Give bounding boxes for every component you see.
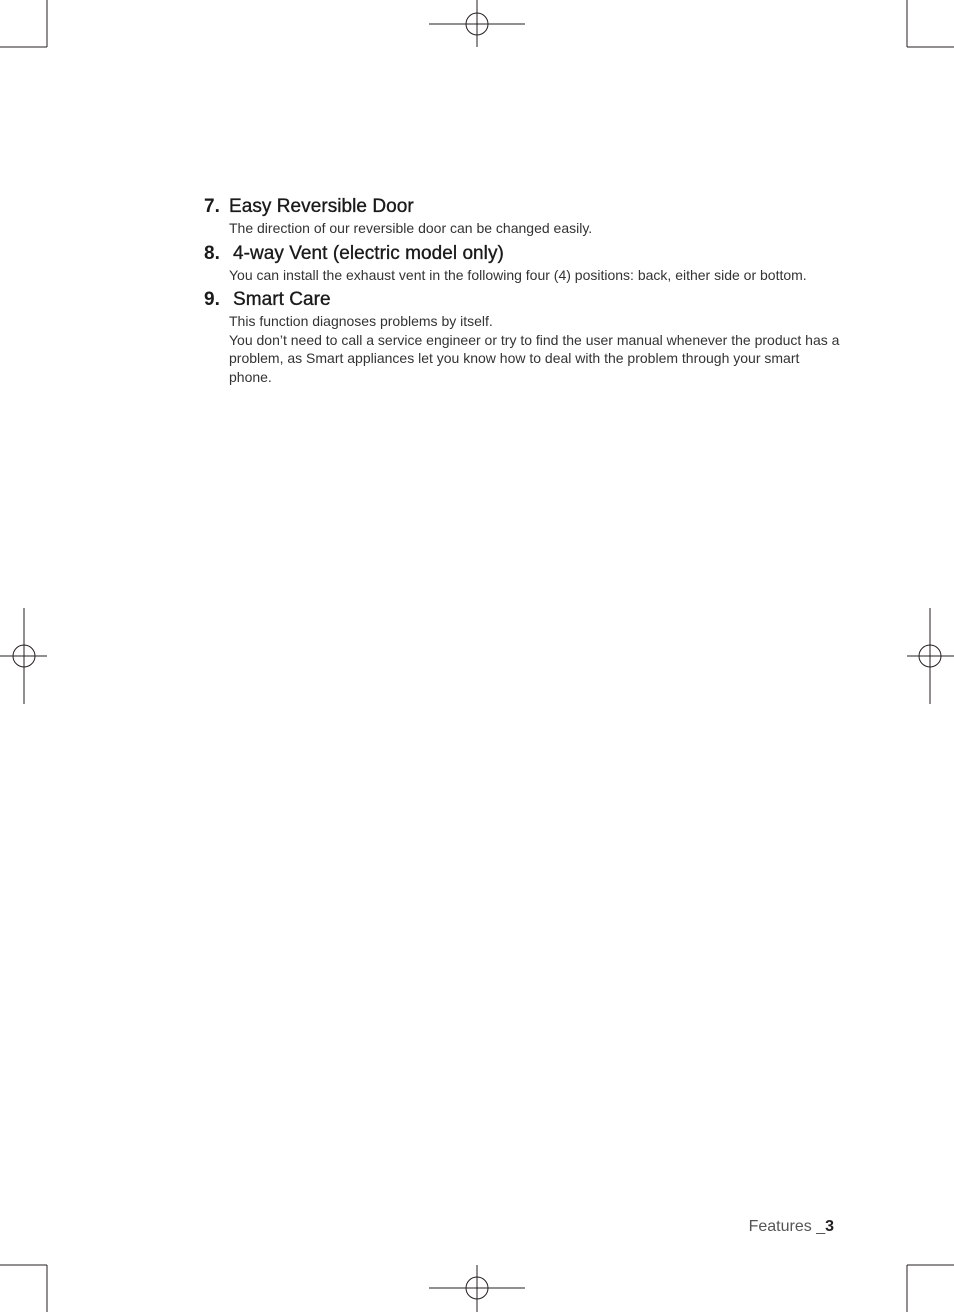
registration-mark-right xyxy=(907,608,954,704)
crop-mark-top-left xyxy=(0,0,47,47)
section-paragraph: You don’t need to call a service engineer or try to find the user manual whenever the product has a problem, as Smart appliances let you know how to deal with the problem through your smart phone. xyxy=(229,331,840,385)
section-number: 7. xyxy=(204,196,220,217)
crop-mark-bottom-right xyxy=(907,1265,954,1312)
section-paragraph: The direction of our reversible door can be changed easily. xyxy=(229,220,593,236)
feature-section-easy-reversible-door xyxy=(204,195,844,238)
section-title: Easy Reversible Door xyxy=(229,196,414,217)
section-body xyxy=(229,219,844,238)
page-number: 3 xyxy=(825,1218,834,1235)
registration-mark-top xyxy=(429,0,525,47)
feature-section-smart-care xyxy=(204,288,844,386)
footer-label: Features _ xyxy=(748,1218,826,1235)
feature-section-4-way-vent xyxy=(204,242,844,285)
registration-mark-bottom xyxy=(429,1265,525,1312)
section-body xyxy=(229,266,844,285)
registration-mark-left xyxy=(0,608,47,704)
crop-mark-top-right xyxy=(907,0,954,47)
page-footer xyxy=(749,1218,834,1236)
section-heading xyxy=(204,288,844,312)
section-heading xyxy=(204,242,844,266)
section-title: Smart Care xyxy=(233,289,331,310)
features-content xyxy=(204,195,844,386)
section-paragraph: You can install the exhaust vent in the following four (4) positions: back, either side or bottom. xyxy=(229,266,807,283)
section-number: 9. xyxy=(204,289,220,310)
section-title: 4-way Vent (electric model only) xyxy=(233,242,504,264)
section-number: 8. xyxy=(204,242,220,264)
section-paragraph: This function diagnoses problems by itself. xyxy=(229,313,493,329)
section-heading xyxy=(204,195,844,219)
crop-mark-bottom-left xyxy=(0,1265,47,1312)
section-body xyxy=(229,312,844,386)
